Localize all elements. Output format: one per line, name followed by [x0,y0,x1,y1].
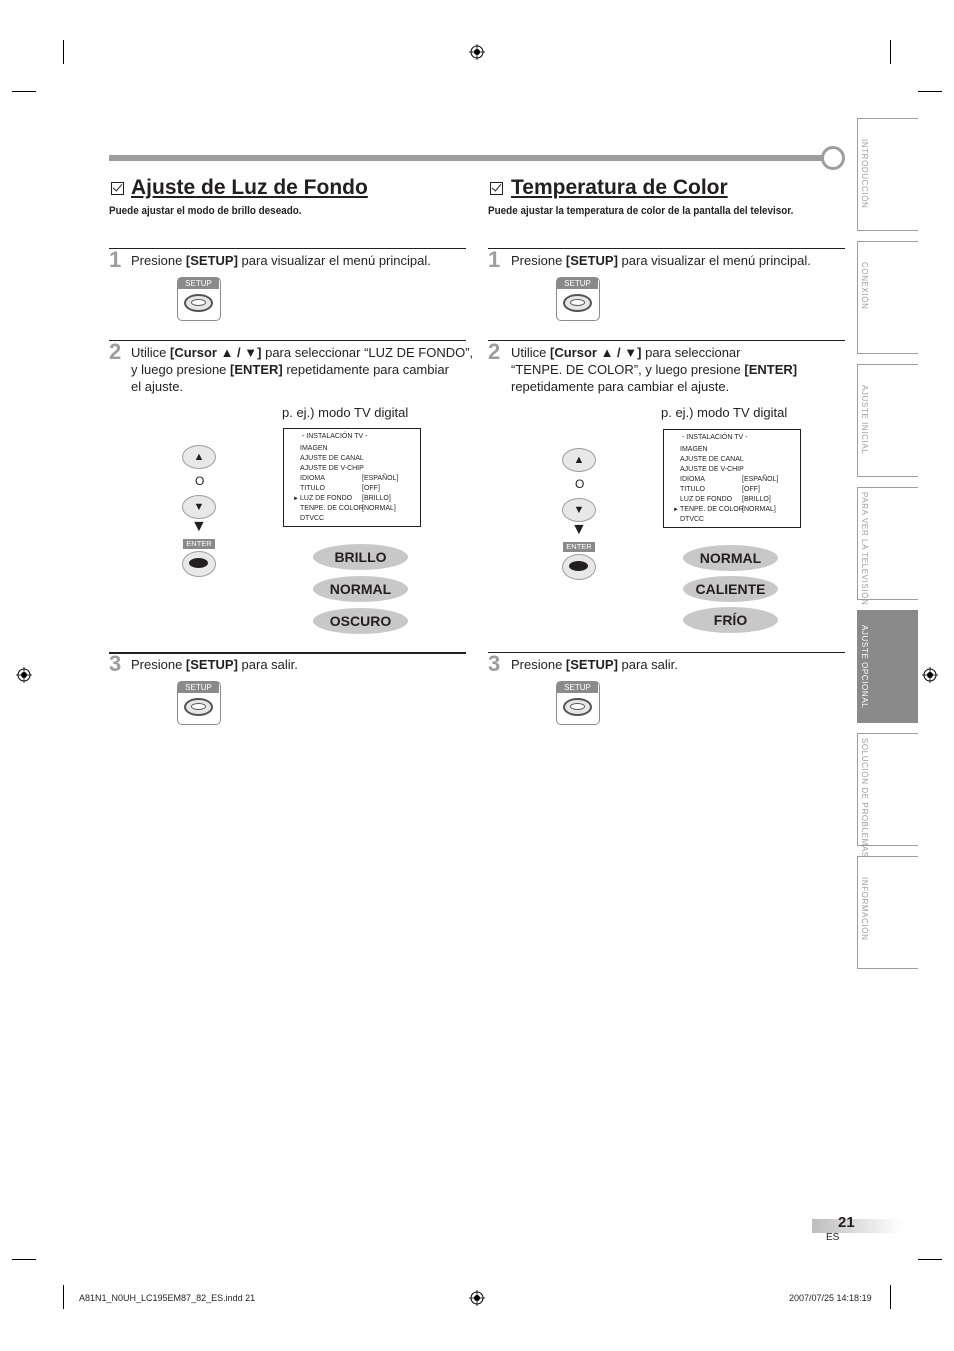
option-pill: NORMAL [313,576,408,602]
sidebar-tab-label: INTRODUCCIÓN [860,139,869,209]
page-language: ES [826,1232,840,1243]
setup-button [556,681,600,725]
registration-mark-icon [469,1290,485,1306]
step-2-text: Utilice [Cursor ▲ / ▼] para seleccionar “LUZ DE FONDO”, y luego presione [ENTER] repetidamente para cambiar el ajuste. [131,345,474,394]
sidebar-tab-label: AJUSTE INICIAL [860,385,869,455]
menu-item: IDIOMA [680,476,705,483]
registration-mark-icon [922,667,938,683]
crop-mark [12,1259,36,1260]
setup-key-icon [184,294,213,312]
sidebar-tab-ajuste-opcional[interactable] [857,610,918,723]
section-title: Temperatura de Color [511,176,728,199]
page-number-bar [812,1219,902,1233]
registration-mark-icon [16,667,32,683]
menu-item: AJUSTE DE V-CHIP [300,465,364,472]
step-3-text: Presione [SETUP] para salir. [131,657,298,672]
menu-screen [283,428,421,527]
header-circle [821,146,845,170]
step-divider [488,652,845,653]
crop-mark [890,40,891,64]
example-caption: p. ej.) modo TV digital [282,405,409,420]
menu-item: IMAGEN [300,445,328,452]
checkbox-icon [490,182,503,195]
or-label: O [575,477,585,491]
menu-item: DTVCC [300,515,325,522]
crop-mark [918,1259,942,1260]
sidebar-tab-label: CONEXIÓN [860,262,869,310]
footer-filename: A81N1_N0UH_LC195EM87_82_ES.indd 21 [79,1293,256,1303]
arrow-down-icon: ▼ [571,521,587,538]
setup-key-icon [563,698,592,716]
option-pill: FRÍO [683,607,778,633]
arrow-down-icon: ▼ [191,518,207,535]
option-pill: BRILLO [313,544,408,570]
step-number: 1 [488,247,501,272]
menu-value: [OFF] [742,486,760,493]
crop-mark [63,1285,64,1309]
step-2-text: Utilice [Cursor ▲ / ▼] para seleccionar “TENPE. DE COLOR”, y luego presione [ENTER] repetidamente para cambiar el ajuste. [511,345,798,394]
crop-mark [63,40,64,64]
section-title: Ajuste de Luz de Fondo [131,176,368,199]
step-number: 2 [109,339,122,364]
menu-screen [663,429,801,528]
setup-label: SETUP [557,278,598,289]
menu-value: [BRILLO] [362,495,391,502]
step-divider [109,340,466,341]
menu-item: TITULO [300,485,325,492]
sidebar-tab-label: AJUSTE OPCIONAL [860,625,869,709]
menu-item: IMAGEN [680,446,708,453]
example-caption: p. ej.) modo TV digital [661,405,788,420]
step-divider [109,248,466,249]
menu-item: DTVCC [680,516,705,523]
page-number: 21 [838,1214,855,1231]
menu-item: AJUSTE DE V-CHIP [680,466,744,473]
step-3-text: Presione [SETUP] para salir. [511,657,678,672]
step-number: 3 [488,651,501,676]
menu-pointer-icon: ► [673,507,679,513]
menu-value: [ESPAÑOL] [362,475,399,482]
menu-item: LUZ DE FONDO [680,496,733,503]
enter-button [182,551,216,577]
sidebar-tab-introduccion[interactable] [857,118,918,231]
crop-mark [12,91,36,92]
menu-value: [BRILLO] [742,496,771,503]
menu-value: [OFF] [362,485,380,492]
sidebar-tab-label: SOLUCIÓN DE PROBLEMAS [860,738,869,858]
menu-pointer-icon: ► [293,496,299,502]
registration-mark-icon [469,44,485,60]
step-1-text: Presione [SETUP] para visualizar el menú principal. [131,253,431,268]
step-divider [488,340,845,341]
step-number: 3 [109,651,122,676]
menu-value: [NORMAL] [742,506,776,513]
menu-header: - INSTALACIÓN TV - [682,434,748,441]
sidebar-tab-conexion[interactable] [857,241,918,354]
cursor-up-button: ▲ [182,445,216,469]
crop-mark [918,91,942,92]
crop-mark [890,1285,891,1309]
sidebar-tab-label: INFORMACIÓN [860,877,869,941]
menu-value: [ESPAÑOL] [742,476,779,483]
cursor-down-button: ▼ [182,495,216,519]
setup-label: SETUP [178,278,219,289]
setup-label: SETUP [557,682,598,693]
enter-label: ENTER [183,539,215,549]
enter-button [562,554,596,580]
sidebar-tab-label: PARA VER LA TELEVISIÓN [860,492,869,606]
step-number: 1 [109,247,122,272]
menu-item: TENPE. DE COLOR [680,506,744,513]
setup-label: SETUP [178,682,219,693]
header-bar [109,155,825,161]
sidebar-tab-para-ver-la-television[interactable] [857,487,918,606]
menu-item: AJUSTE DE CANAL [300,455,364,462]
menu-item: AJUSTE DE CANAL [680,456,744,463]
cursor-up-button: ▲ [562,448,596,472]
setup-key-icon [184,698,213,716]
setup-key-icon [563,294,592,312]
footer-timestamp: 2007/07/25 14:18:19 [789,1293,872,1303]
menu-value: [NORMAL] [362,505,396,512]
cursor-down-button: ▼ [562,498,596,522]
menu-item: TITULO [680,486,705,493]
section-subtitle: Puede ajustar el modo de brillo deseado. [109,205,302,217]
sidebar-tab-informacion[interactable] [857,856,918,969]
or-label: O [195,474,205,488]
setup-button [177,277,221,321]
menu-header: - INSTALACIÓN TV - [302,433,368,440]
section-subtitle: Puede ajustar la temperatura de color de la pantalla del televisor. [488,205,794,217]
sidebar-tab-ajuste-inicial[interactable] [857,364,918,477]
menu-item: LUZ DE FONDO [300,495,353,502]
step-divider [109,652,466,654]
step-number: 2 [488,339,501,364]
enter-label: ENTER [563,542,595,552]
sidebar-tab-solucion-de-problemas[interactable] [857,733,918,858]
menu-item: TENPE. DE COLOR [300,505,364,512]
step-divider [488,248,845,249]
menu-item: IDIOMA [300,475,325,482]
setup-button [556,277,600,321]
option-pill: CALIENTE [683,576,778,602]
option-pill: OSCURO [313,608,408,634]
checkbox-icon [111,182,124,195]
option-pill: NORMAL [683,545,778,571]
step-1-text: Presione [SETUP] para visualizar el menú principal. [511,253,811,268]
setup-button [177,681,221,725]
